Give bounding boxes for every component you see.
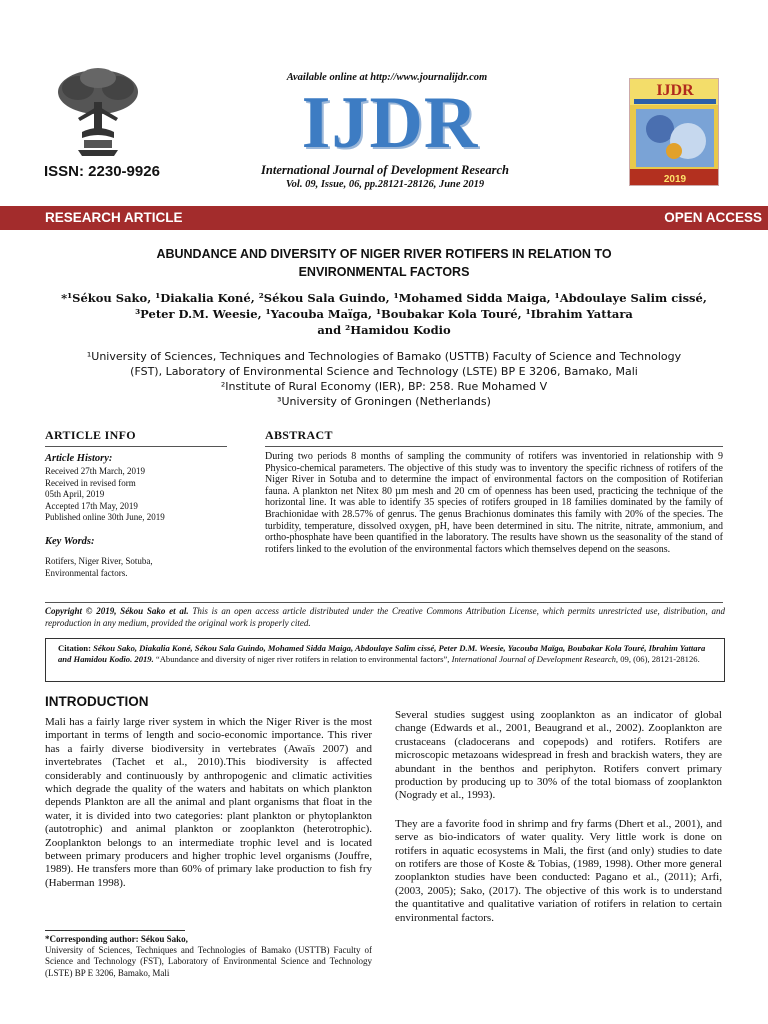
corresponding-author-address: University of Sciences, Techniques and Technologies of Bamako (USTTB) Faculty of Science and Technology (FST), Laboratory of Environmental Science and Technology (LSTE) BP E 3206, Bamako, Mali [45, 945, 372, 978]
citation-details: 09, (06), 28121-28126. [618, 654, 700, 664]
keywords-line: Environmental factors. [45, 567, 128, 578]
affiliation-line: ¹University of Sciences, Techniques and Technologies of Bamako (USTTB) Faculty of Science and Technology [86, 350, 682, 363]
article-history [45, 466, 235, 524]
ijdr-wordmark: IJDR [301, 82, 479, 164]
paragraph: They are a favorite food in shrimp and fry farms (Dhert et al., 2001), and serve as bio-indicators of water quality. Very little work is done on rotifers in aquatic ecosystems in Mali, the first (and only) studies to date on rotifers are those of Koste & Tobias, (1989, 1998). Other more general zooplankton studies have been conducted: Pagano et al., (2011); Arfi, (2003, 2005); Sako, (2017). The objective of this work is to understand the quantitative and qualitative variation of rotifers in relation to certain environmental factors. [395, 817, 722, 924]
corresponding-author-label: *Corresponding author: Sékou Sako, [45, 934, 188, 944]
volume-line: Vol. 09, Issue, 06, pp.28121-28126, June 2019 [285, 179, 485, 190]
intro-right-column [395, 709, 722, 925]
article-banner [0, 206, 768, 230]
keywords [45, 556, 225, 579]
citation-journal: International Journal of Development Research, [451, 654, 619, 664]
introduction-heading: INTRODUCTION [45, 694, 149, 709]
cover-title: IJDR [656, 82, 694, 99]
paragraph: Mali has a fairly large river system in which the Niger River is the most important in terms of length and socio-economic importance. This river has a fairly diverse biodiversity in vertebrates (Awaïs 2007) and invertebrates (Tachet et al., 2010).This biodiversity is affected considerably and continuously by anthropogenic and climatic activities which degrade the quality of the waters and habitats on which plankton depends Plankton are all the animal and plant organisms that float in the water, it is divided into two categories: plant plankton or phytoplankton (autotrophic) and animal plankton or zooplankton (heterotrophic). Zooplankton belongs to an intermediate trophic level and is located between primary producers and higher trophic level organisms (Jouffre, 1989). He transfers more than 60% of primary lake production to fish fry (Haberman 1998). [45, 716, 372, 889]
divider [45, 602, 723, 603]
history-item: Published online 30th June, 2019 [45, 512, 165, 522]
history-item: Received in revised form [45, 477, 136, 488]
title-line: ABUNDANCE AND DIVERSITY OF NIGER RIVER ROTIFERS IN RELATION TO [156, 247, 612, 261]
divider [45, 446, 227, 447]
keywords-label: Key Words: [45, 536, 95, 547]
authors-line: and ²Hamidou Kodio [317, 323, 451, 337]
cover-year: 2019 [663, 174, 687, 185]
open-access-label: OPEN ACCESS [664, 210, 762, 225]
divider [265, 446, 723, 447]
history-item: Received 27th March, 2019 [45, 466, 145, 476]
history-item: 05th April, 2019 [45, 489, 105, 499]
affiliations [40, 349, 728, 409]
citation-title: “Abundance and diversity of niger river rotifers in relation to environmental factors”, [153, 654, 450, 664]
footnote-divider [45, 930, 185, 931]
abstract-text: During two periods 8 months of sampling the community of rotifers was inventoried in relationship with 9 Physico-chemical parameters. The objective of this study was to inventory the specific richness of rotifers of the Niger River in Sotuba and to determine the impact of environmental factors on the composition of Rotiferian fauna. A plankton net Nitex 80 µm mesh and 20 cm of openness has been used, practicing the technique of the horizontal line. It was able to identify 35 species of rotifers grouped in 18 families dominated by the family of Brachionidae with 28.57% of genrus. The genus Brachionus dominates this family with 20% of the species. The turbidity, temperature, dissolved oxygen, pH, have been determined in situ. The nitrite, nitrate, ammonium, and ortho-phosphate have been quantified in the laboratory. The results have shown us the seasonality of the stand of rotifers linked to the evolution of the environmental factors which themselves depend on the seasons. [265, 451, 723, 555]
citation-label: Citation: [58, 643, 91, 653]
article-title [100, 245, 668, 281]
article-info-heading: ARTICLE INFO [45, 428, 136, 442]
keywords-line: Rotifers, Niger River, Sotuba, [45, 556, 153, 566]
authors-line: ³Peter D.M. Weesie, ¹Yacouba Maïga, ¹Boubakar Kola Touré, ¹Ibrahim Yattara [135, 307, 633, 321]
affiliation-line: ³University of Groningen (Netherlands) [277, 395, 491, 408]
copyright-text: This is an open access article distributed under the Creative Commons Attribution License, which permits unrestricted use, distribution, and reproduction in any medium, provided the original work is properly cited. [45, 606, 725, 628]
intro-left-column [45, 716, 372, 890]
citation-box [45, 638, 725, 682]
article-history-label: Article History: [45, 453, 113, 464]
journal-tree-logo [48, 66, 148, 160]
abstract-heading: ABSTRACT [265, 428, 333, 442]
copyright-lead: Copyright © 2019, Sékou Sako et al. [45, 606, 189, 616]
affiliation-line: ²Institute of Rural Economy (IER), BP: 258. Rue Mohamed V [220, 380, 548, 393]
affiliation-line: (FST), Laboratory of Environmental Science and Technology (LSTE) BP E 3206, Bamako, Mali [130, 365, 638, 378]
author-list [40, 290, 728, 338]
authors-line: *¹Sékou Sako, ¹Diakalia Koné, ²Sékou Sala Guindo, ¹Mohamed Sidda Maiga, ¹Abdoulaye Salim cissé, [61, 291, 707, 305]
paragraph: Several studies suggest using zooplankton as an indicator of global change (Edwards et al., 2001, Beaugrand et al., 2002). Zooplankton are crustaceans (cladocerans and copepods) and rotifers. Rotifers are microscopic metazoans widespread in fresh and brackish waters, they are abundant in the benthos and periphyton. Rotifers convert primary production by producing up to 30% of the total biomass of zooplankton (Nogrady et al., 1993). [395, 709, 722, 802]
journal-cover-image [629, 78, 719, 186]
copyright-notice [45, 606, 725, 629]
journal-name: International Journal of Development Research [261, 163, 509, 177]
history-item: Accepted 17th May, 2019 [45, 500, 138, 511]
corresponding-author-footnote [45, 934, 372, 979]
citation-authors: Sékou Sako, Diakalia Koné, Sékou Sala Guindo, Mohamed Sidda Maiga, Abdoulaye Salim cissé, Peter D.M. Weesie, Yacouba Maïga, Boubakar Kola Touré, Ibrahim Yattara and Hamidou Kodio. 2019. [58, 643, 706, 664]
issn-number: ISSN: 2230-9926 [44, 163, 160, 180]
title-line: ENVIRONMENTAL FACTORS [298, 265, 470, 279]
availability-url[interactable]: Available online at http://www.journalijdr.com [286, 72, 488, 83]
research-article-label: RESEARCH ARTICLE [45, 210, 183, 225]
